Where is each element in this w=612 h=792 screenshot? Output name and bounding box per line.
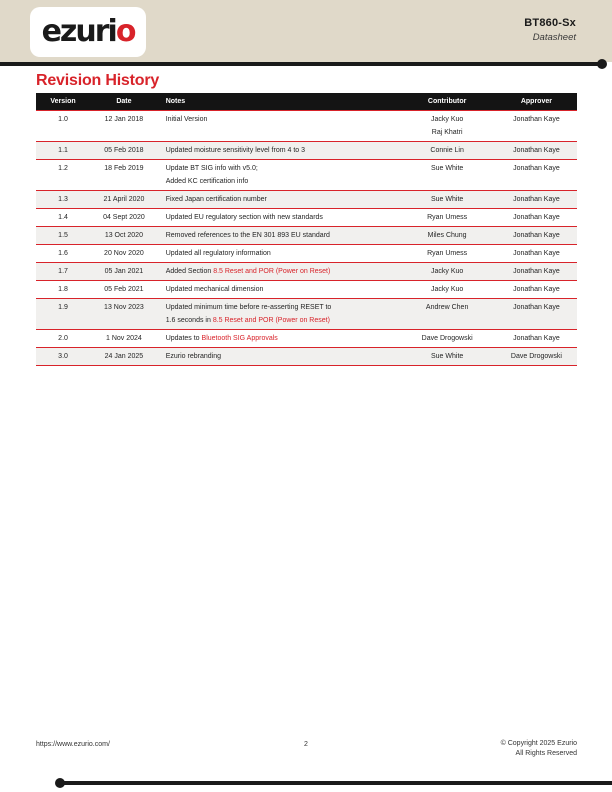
footer-copyright: [501, 739, 577, 759]
approver-name: Jonathan Kaye: [513, 147, 560, 154]
cell-date: 13 Nov 2023: [104, 304, 144, 311]
cell-version: 1.3: [58, 196, 68, 203]
cell-notes: [158, 245, 399, 263]
note-line: [166, 265, 389, 278]
contributor-name: Ryan Umess: [427, 214, 468, 221]
approver-name: Jonathan Kaye: [513, 165, 560, 172]
column-header-approver: Approver: [496, 93, 577, 111]
revision-history-table: [36, 93, 577, 366]
product-name: BT860-Sx: [524, 17, 576, 29]
cell-date: 20 Nov 2020: [104, 250, 144, 257]
cell-contributor: [398, 111, 495, 142]
note-line: [166, 314, 389, 327]
note-text: Updates to: [165, 335, 202, 342]
approver-name: Jonathan Kaye: [513, 250, 560, 257]
cell-contributor: [398, 245, 495, 263]
cell-approver: [496, 245, 577, 263]
approver-name: Jonathan Kaye: [513, 196, 560, 203]
footer-page-number: 2: [304, 741, 308, 748]
cell-approver: [496, 142, 577, 160]
contributor-name: Dave Drogowski: [421, 335, 473, 342]
note-line: [166, 332, 389, 345]
cell-contributor: [398, 142, 495, 160]
cell-approver: [496, 281, 577, 299]
contributor-name: Sue White: [430, 353, 464, 360]
ezurio-logo-wordmark: [41, 14, 135, 49]
cell-notes: [158, 209, 399, 227]
ezurio-logo: [30, 7, 146, 57]
cell-version: 1.9: [58, 304, 68, 311]
table-row: [36, 245, 577, 263]
cell-notes: [158, 142, 399, 160]
cell-contributor: [398, 191, 495, 209]
note-line: [166, 283, 389, 296]
table-row: [36, 299, 577, 330]
header-rule: [0, 62, 600, 66]
note-text: Ezurio rebranding: [165, 353, 221, 360]
note-text: 1.6 seconds in: [165, 317, 213, 324]
cell-contributor: [398, 330, 495, 348]
cell-approver: [496, 111, 577, 142]
cell-notes: [158, 191, 399, 209]
cell-approver: [496, 299, 577, 330]
table-row: [36, 281, 577, 299]
cell-version: 1.4: [58, 214, 68, 221]
approver-name: Jonathan Kaye: [513, 116, 560, 123]
note-text: Added KC certification info: [165, 178, 249, 185]
table-row: [36, 227, 577, 245]
table-row: [36, 330, 577, 348]
note-text: Fixed Japan certification number: [165, 196, 267, 203]
cell-approver: [496, 330, 577, 348]
note-text: Updated EU regulatory section with new standards: [165, 214, 323, 221]
cell-notes: [158, 330, 399, 348]
note-text: Added Section: [165, 268, 214, 275]
table-body: [36, 111, 577, 366]
contributor-name: Connie Lin: [430, 147, 464, 154]
note-line: [166, 144, 389, 157]
table-row: [36, 111, 577, 142]
approver-name: Jonathan Kaye: [513, 335, 560, 342]
note-text: Initial Version: [165, 116, 208, 123]
page-title: Revision History: [36, 72, 160, 89]
note-line: [166, 113, 389, 126]
note-line: [166, 247, 389, 260]
cell-date: 12 Jan 2018: [104, 116, 144, 123]
note-text: Update BT SIG info with v5.0;: [165, 165, 258, 172]
contributor-name: Sue White: [430, 196, 464, 203]
header-rule-end-dot: [597, 59, 607, 69]
cell-date: 05 Feb 2018: [104, 147, 144, 154]
cell-version: 1.8: [58, 286, 68, 293]
cell-contributor: [398, 263, 495, 281]
cell-date: 04 Sept 2020: [103, 214, 145, 221]
cell-version: 1.7: [58, 268, 68, 275]
logo-o-red: o: [115, 14, 135, 49]
cell-date: 13 Oct 2020: [104, 232, 143, 239]
cell-approver: [496, 191, 577, 209]
approver-name: Jonathan Kaye: [513, 214, 560, 221]
cell-notes: [158, 263, 399, 281]
note-line: [166, 175, 389, 188]
cell-approver: [496, 227, 577, 245]
header-right-block: [524, 17, 576, 43]
approver-name: Dave Drogowski: [510, 353, 562, 360]
contributor-name: Andrew Chen: [425, 304, 469, 311]
note-line: [166, 211, 389, 224]
cell-contributor: [398, 348, 495, 366]
contributor-name: Ryan Umess: [427, 250, 468, 257]
cell-version: 1.5: [58, 232, 68, 239]
cell-contributor: [398, 299, 495, 330]
cell-version: 3.0: [58, 353, 68, 360]
contributor-name: Raj Khatri: [431, 129, 463, 136]
table-row: [36, 348, 577, 366]
approver-name: Jonathan Kaye: [513, 304, 560, 311]
approver-name: Jonathan Kaye: [513, 286, 560, 293]
approver-name: Jonathan Kaye: [513, 268, 560, 275]
note-text: Updated all regulatory information: [165, 250, 271, 257]
table-row: [36, 191, 577, 209]
contributor-name: Miles Chung: [427, 232, 467, 239]
column-header-version: Version: [36, 93, 90, 111]
cell-notes: [158, 299, 399, 330]
table-row: [36, 209, 577, 227]
cell-date: 05 Jan 2021: [104, 268, 144, 275]
note-text: Updated moisture sensitivity level from 4 to 3: [165, 147, 306, 154]
cell-contributor: [398, 160, 495, 191]
contributor-name: Jacky Kuo: [430, 268, 464, 275]
cell-notes: [158, 348, 399, 366]
cell-date: 1 Nov 2024: [106, 335, 142, 342]
note-text: Removed references to the EN 301 893 EU standard: [165, 232, 330, 239]
copyright-line-2: All Rights Reserved: [515, 750, 577, 757]
section-link[interactable]: 8.5 Reset and POR (Power on Reset): [213, 268, 331, 275]
approver-name: Jonathan Kaye: [513, 232, 560, 239]
copyright-line-1: © Copyright 2025 Ezurio: [500, 740, 577, 747]
cell-version: 1.0: [58, 116, 68, 123]
cell-approver: [496, 160, 577, 191]
cell-version: 1.1: [58, 147, 68, 154]
cell-notes: [158, 227, 399, 245]
cell-date: 18 Feb 2019: [104, 165, 144, 172]
note-line: [166, 193, 389, 206]
column-header-contributor: Contributor: [398, 93, 495, 111]
note-line: [166, 162, 389, 175]
cell-version: 1.2: [58, 165, 68, 172]
footer-website-link[interactable]: https://www.ezurio.com/: [36, 741, 110, 748]
cell-version: 1.6: [58, 250, 68, 257]
table-row: [36, 142, 577, 160]
cell-contributor: [398, 209, 495, 227]
section-link[interactable]: Bluetooth SIG Approvals: [201, 335, 278, 342]
cell-version: 2.0: [58, 335, 68, 342]
table-row: [36, 160, 577, 191]
cell-contributor: [398, 227, 495, 245]
contributor-name: Sue White: [430, 165, 464, 172]
cell-approver: [496, 348, 577, 366]
cell-date: 24 Jan 2025: [104, 353, 144, 360]
logo-text-black: ezuri: [41, 14, 116, 49]
note-line: [166, 350, 389, 363]
document-type-label: Datasheet: [532, 32, 576, 43]
cell-date: 05 Feb 2021: [104, 286, 144, 293]
cell-date: 21 April 2020: [103, 196, 145, 203]
cell-contributor: [398, 281, 495, 299]
cell-notes: [158, 111, 399, 142]
column-header-notes: Notes: [158, 93, 399, 111]
note-line: [166, 229, 389, 242]
footer-rule: [62, 781, 612, 785]
table-header: [36, 93, 577, 111]
cell-approver: [496, 209, 577, 227]
note-text: Updated minimum time before re-asserting RESET to: [165, 304, 332, 311]
contributor-name: Jacky Kuo: [430, 116, 464, 123]
cell-approver: [496, 263, 577, 281]
cell-notes: [158, 281, 399, 299]
contributor-name: Jacky Kuo: [430, 286, 464, 293]
cell-notes: [158, 160, 399, 191]
footer-rule-end-dot: [55, 778, 65, 788]
note-text: Updated mechanical dimension: [165, 286, 264, 293]
section-link[interactable]: 8.5 Reset and POR (Power on Reset): [212, 317, 330, 324]
note-line: [166, 301, 389, 314]
column-header-date: Date: [90, 93, 158, 111]
table-header-row: [36, 93, 577, 111]
table-row: [36, 263, 577, 281]
